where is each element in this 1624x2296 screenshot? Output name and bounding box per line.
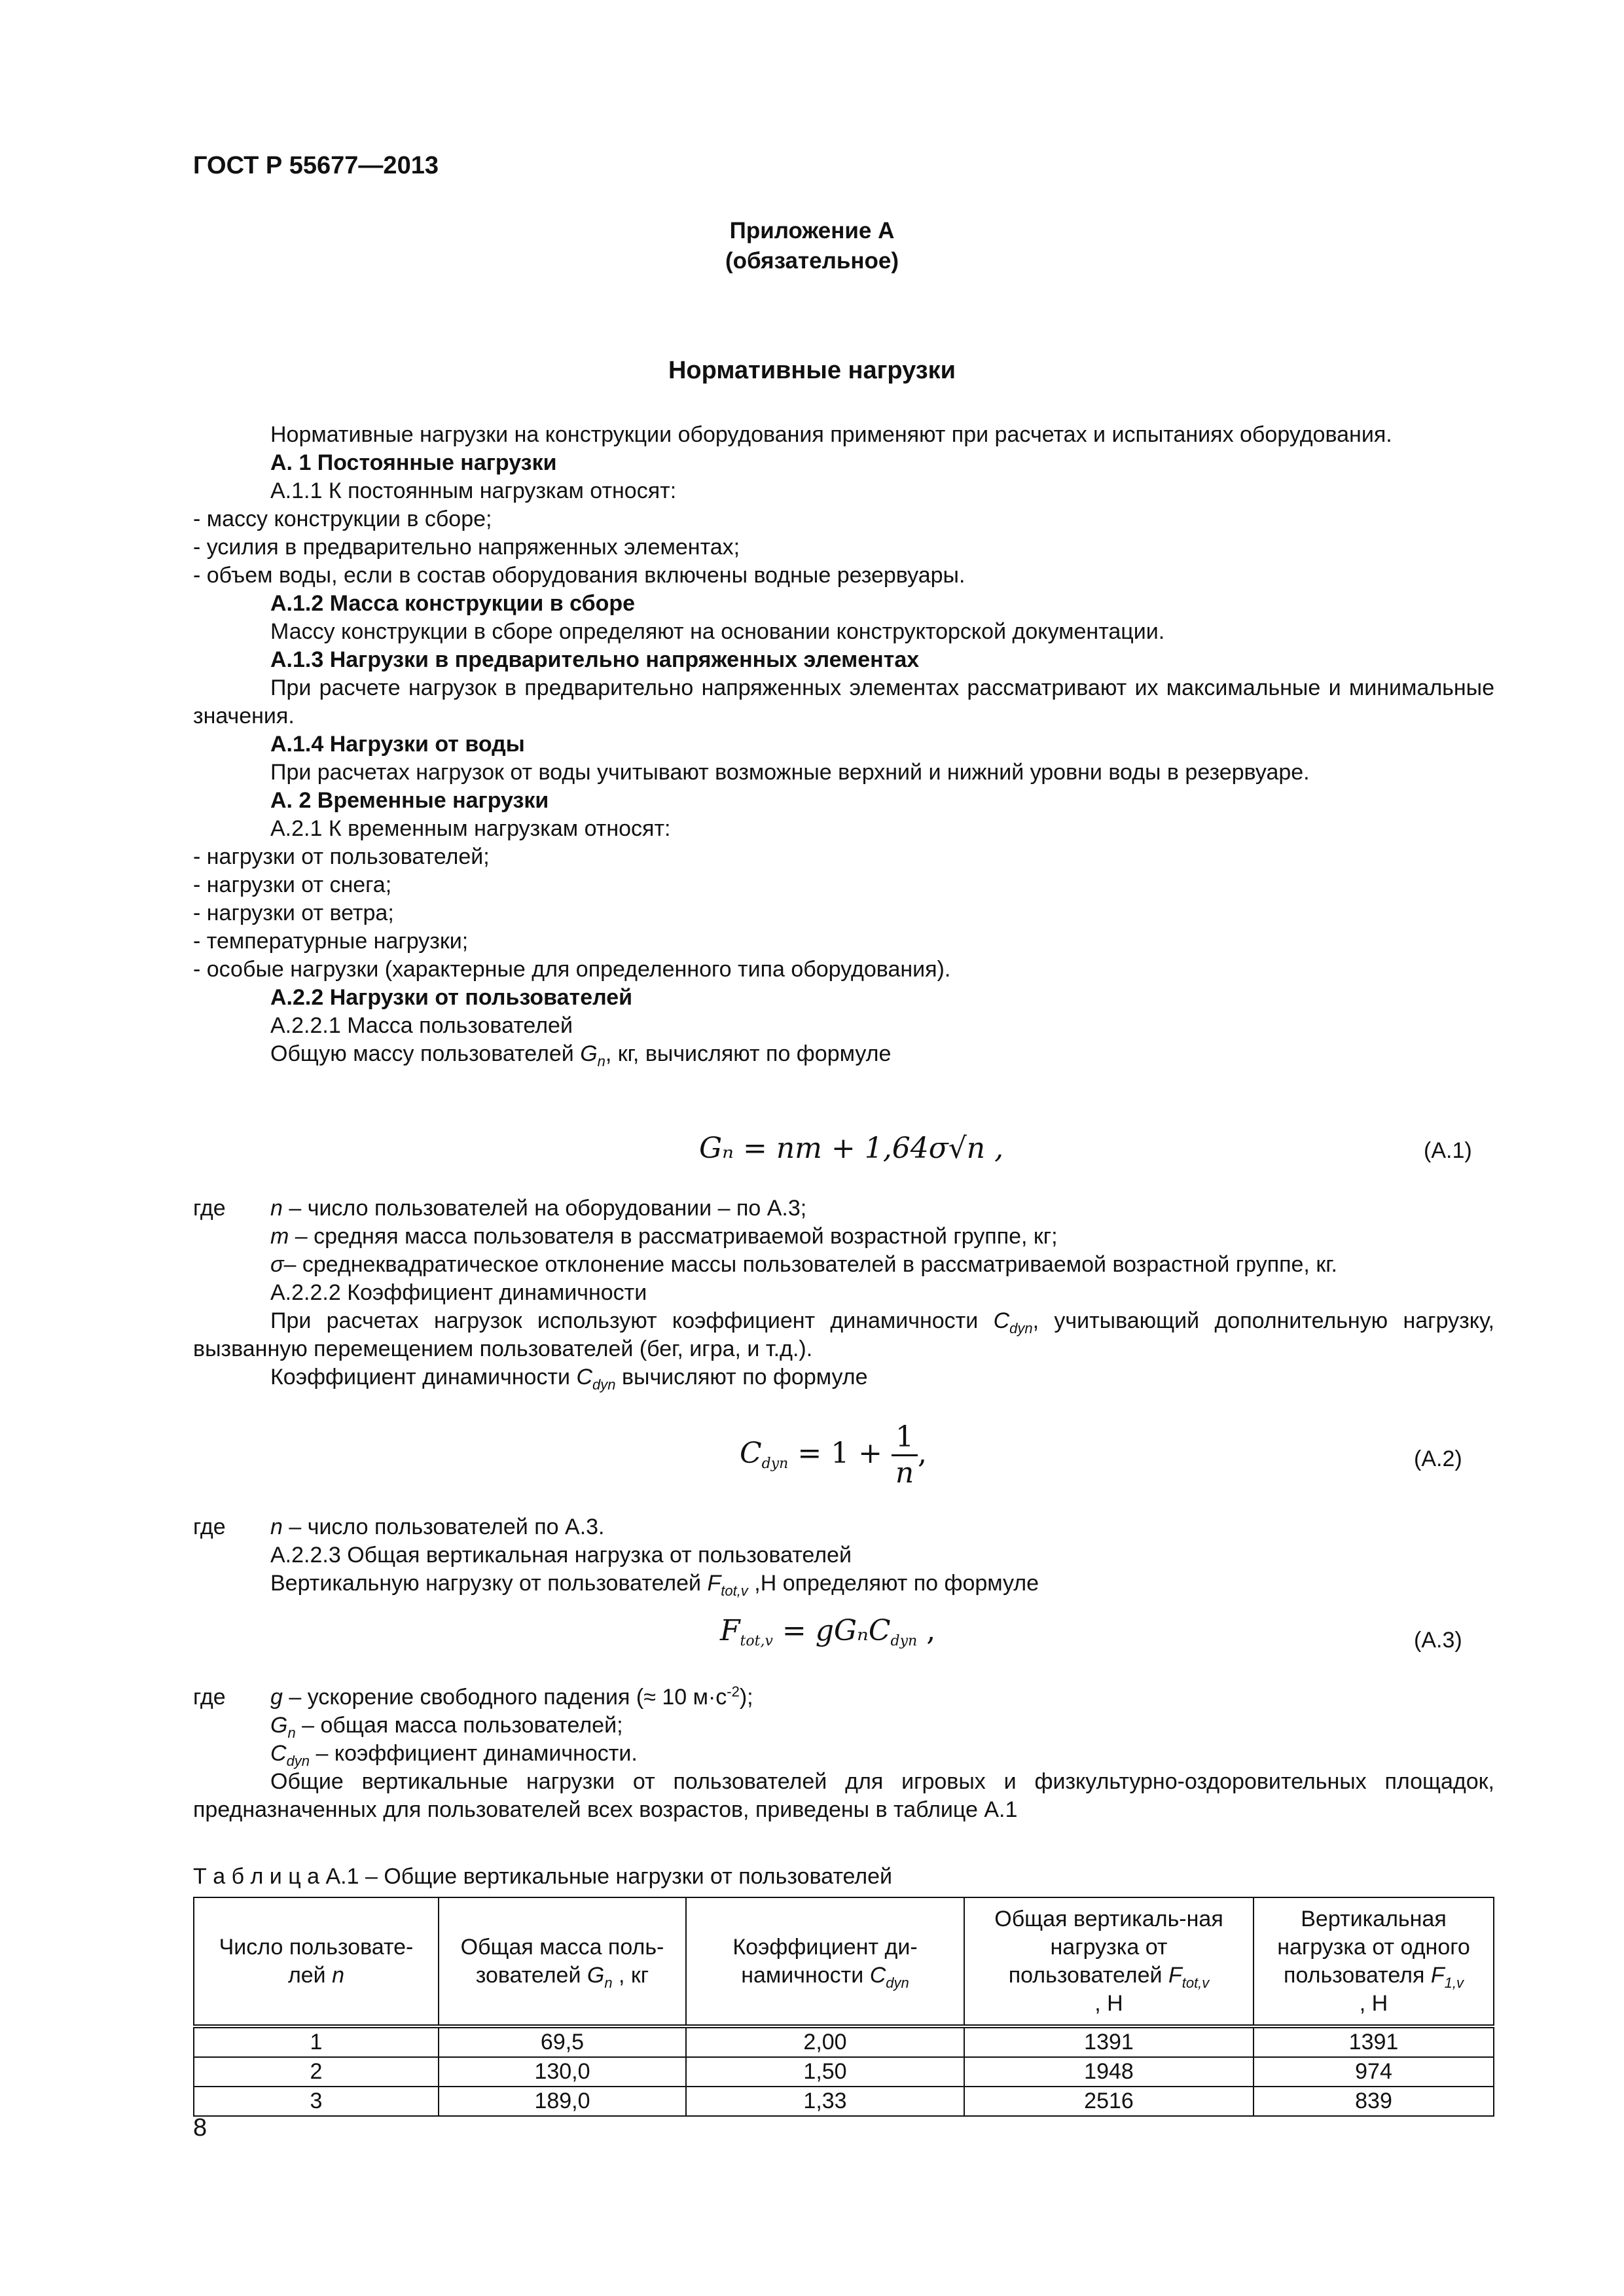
a222-text2: Коэффициент динамичности $C_{dyn}$ вычисляют по формуле: [270, 1365, 868, 1393]
a11-text: А.1.1 К постоянным нагрузкам относят:: [270, 478, 677, 503]
a1-heading: А. 1 Постоянные нагрузки: [270, 450, 557, 475]
a221-text: Общую массу пользователей $G_n$, кг, вычисляют по формуле: [270, 1041, 892, 1069]
a21-item: - особые нагрузки (характерные для определенного типа оборудования).: [193, 957, 951, 982]
formula-a3: $F_{tot,v} = gG_nC_{dyn}$ ,: [720, 1614, 936, 1649]
a21-item: - нагрузки от ветра;: [193, 901, 394, 925]
a21-text: А.2.1 К временным нагрузкам относят:: [270, 816, 671, 841]
appendix-heading: [0, 216, 1624, 276]
formula-a2-definitions: где n – число пользователей по А.3. А.2.2.3 Общая вертикальная нагрузка от пользователей Вертикальную нагрузку от пользователей $F_{tot,v}$ ,Н определяют по формуле: [193, 1513, 1494, 1598]
a11-item: - объем воды, если в состав оборудования включены водные резервуары.: [193, 563, 965, 588]
a13-heading: А.1.3 Нагрузки в предварительно напряженных элементах: [270, 647, 920, 672]
document-header: ГОСТ Р 55677—2013: [193, 152, 439, 179]
formula-a1-definitions: где n – число пользователей на оборудовании – по А.3; m – средняя масса пользователя в рассматриваемой возрастной группе, кг; σ– среднеквадратическое отклонение массы пользователей в рассматриваемой возрастной группе, кг. А.2.2.2 Коэффициент динамичности При расчетах нагрузок используют коэффициент динамичности $C_{dyn}$, учитывающий дополнительную нагрузку, вызванную перемещением пользователей (бег, игра, и т.д.). Коэффициент динамичности $C_{dyn}$ вычисляют по формуле: [193, 1196, 1495, 1393]
table-header-row: [194, 1897, 1494, 2026]
a221-heading: А.2.2.1 Масса пользователей: [270, 1013, 573, 1038]
formula-a3-definitions: где g – ускорение свободного падения (≈ 10 $м\cdot с^{-2}$); $G_n$ – общая масса пользователей; $C_{dyn}$ – коэффициент динамичности. Общие вертикальные нагрузки от пользователей для игровых и физкультурно-оздоровительных площадок, предназначенных для пользователей всех возрастов, приведены в таблице А.1: [193, 1683, 1494, 1824]
a22-heading: А.2.2 Нагрузки от пользователей: [270, 985, 633, 1010]
table-header-cell: Общая масса поль- зователей $G_n$ , кг: [439, 1897, 686, 2026]
a14-text: При расчетах нагрузок от воды учитывают возможные верхний и нижний уровни воды в резервуаре.: [270, 760, 1310, 785]
a21-item: - температурные нагрузки;: [193, 929, 469, 954]
a11-item: - усилия в предварительно напряженных элементах;: [193, 535, 740, 560]
a222-text: При расчетах нагрузок используют коэффициент динамичности $C_{dyn}$, учитывающий дополнительную нагрузку, вызванную перемещением пользователей (бег, игра, и т.д.).: [193, 1308, 1495, 1361]
a21-item: - нагрузки от снега;: [193, 872, 392, 897]
a13-text: При расчете нагрузок в предварительно напряженных элементах рассматривают их максимальные и минимальные значения.: [193, 675, 1494, 728]
table-caption: Т а б л и ц а А.1 – Общие вертикальные нагрузки от пользователей: [193, 1864, 893, 1889]
body-text: [193, 421, 1494, 1068]
a12-heading: А.1.2 Масса конструкции в сборе: [270, 591, 636, 616]
table-row: 3 189,0 1,33 2516 839: [194, 2087, 1494, 2116]
table-header-cell: Общая вертикаль-ная нагрузка от пользователей $F_{tot,v}$ , Н: [964, 1897, 1254, 2026]
formula-a3-number: (А.3): [1414, 1628, 1462, 1653]
formula-a2: $C_{dyn} = 1$ + $\frac{1}{n}$ ,: [740, 1420, 928, 1490]
final-paragraph: Общие вертикальные нагрузки от пользователей для игровых и физкультурно-оздоровительных площадок, предназначенных для пользователей всех возрастов, приведены в таблице А.1: [193, 1769, 1494, 1822]
a223-heading: А.2.2.3 Общая вертикальная нагрузка от пользователей: [270, 1543, 852, 1568]
appendix-title: Приложение А: [729, 218, 895, 243]
a11-item: - массу конструкции в сборе;: [193, 507, 492, 531]
table-header-cell: Вертикальная нагрузка от одного пользователя $F_{1,v}$ , Н: [1254, 1897, 1494, 2026]
a222-heading: А.2.2.2 Коэффициент динамичности: [270, 1280, 647, 1305]
formula-a1: Gₙ = nm + 1,64σ√n ,: [699, 1132, 1004, 1165]
a223-text: Вертикальную нагрузку от пользователей $F_{tot,v}$ ,Н определяют по формуле: [270, 1571, 1039, 1599]
formula-a2-number: (А.2): [1414, 1446, 1462, 1471]
table-header-cell: Число пользовате- лей n: [194, 1897, 439, 2026]
a14-heading: А.1.4 Нагрузки от воды: [270, 732, 525, 757]
section-title: Нормативные нагрузки: [668, 357, 956, 384]
a21-item: - нагрузки от пользователей;: [193, 844, 490, 869]
table-row: 1 69,5 2,00 1391 1391: [194, 2026, 1494, 2057]
loads-table: [193, 1897, 1494, 2117]
a12-text: Массу конструкции в сборе определяют на основании конструкторской документации.: [270, 619, 1165, 644]
formula-a1-number: (А.1): [1424, 1138, 1472, 1163]
table-header-cell: Коэффициент ди- намичности $C_{dyn}$: [686, 1897, 964, 2026]
a2-heading: А. 2 Временные нагрузки: [270, 788, 549, 813]
page-number: 8: [193, 2114, 208, 2142]
appendix-subtitle: (обязательное): [725, 248, 899, 274]
table-row: 2 130,0 1,50 1948 974: [194, 2057, 1494, 2087]
intro-paragraph: Нормативные нагрузки на конструкции оборудования применяют при расчетах и испытаниях оборудования.: [270, 422, 1392, 447]
